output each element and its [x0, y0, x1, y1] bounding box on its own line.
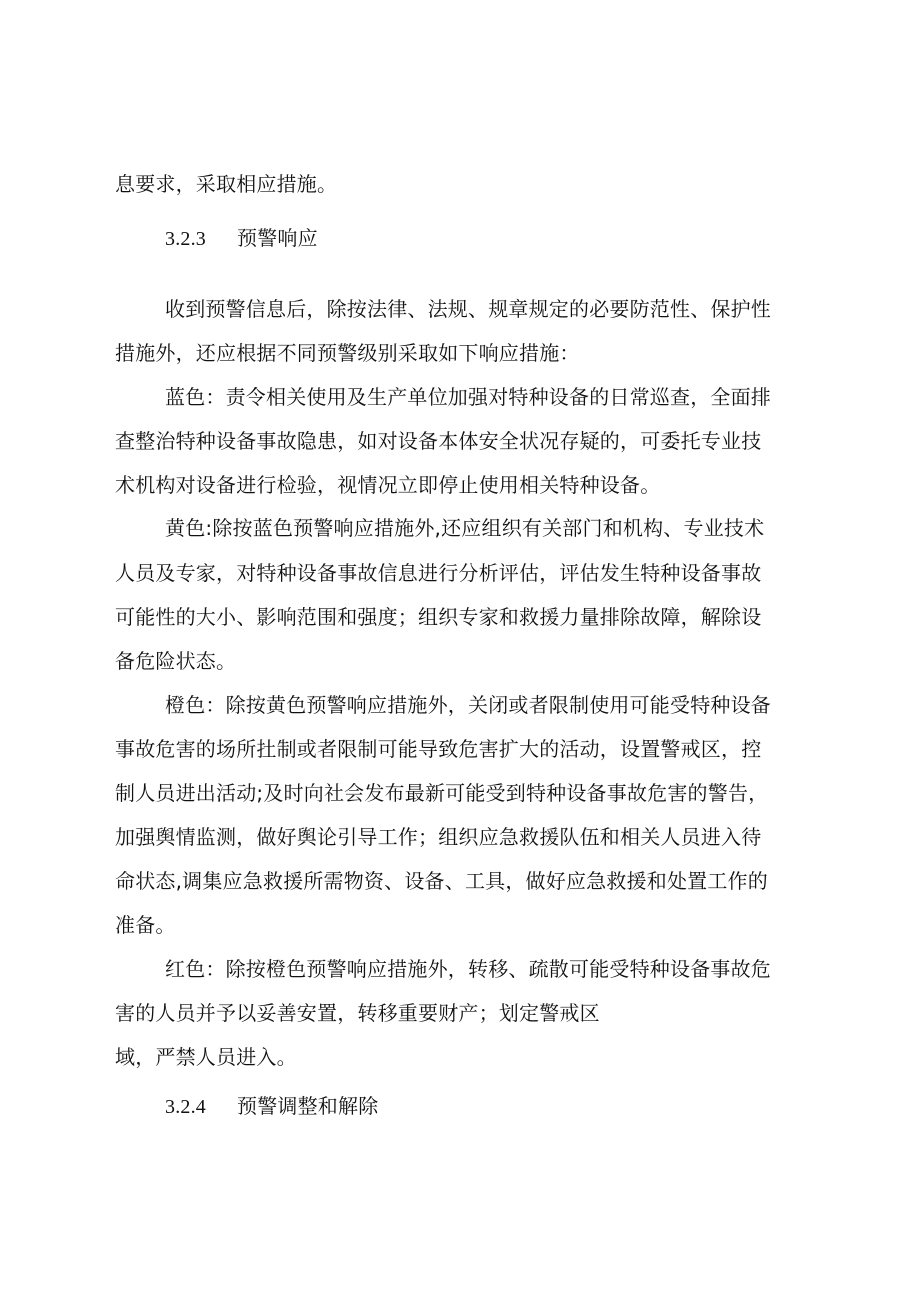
section-heading-3-2-3: [165, 226, 318, 251]
text-line: 收到预警信息后，除按法律、法规、规章规定的必要防范性、保护性: [165, 297, 771, 321]
text-line: 措施外，还应根据不同预警级别采取如下响应措施：: [115, 341, 580, 365]
text-line: 事故危害的场所扗制或者限制可能导致危害扩大的活动，设置警戒区，控: [115, 737, 762, 761]
text-line: 害的人员并予以妥善安置，转移重要财产；划定警戒区: [115, 1001, 600, 1025]
text-line: 准备。: [115, 913, 176, 937]
text-line: 息要求，采取相应措施。: [115, 172, 338, 196]
section-number: 3.2.3: [165, 228, 206, 250]
text-line: 域，严禁人员进入。: [115, 1045, 297, 1069]
text-line: 备危险状态。: [115, 649, 237, 673]
text-line: 橙色：除按黄色预警响应措施外，关闭或者限制使用可能受特种设备: [165, 693, 771, 717]
text-line: 命状态,调集应急救援所需物资、设备、工具，做好应急救援和处置工作的: [115, 869, 768, 893]
text-line: 蓝色：责令相关使用及生产单位加强对特种设备的日常巡查，全面排: [165, 385, 771, 409]
section-heading-3-2-4: [165, 1094, 378, 1119]
section-title: 预警响应: [237, 226, 318, 250]
text-line: 可能性的大小、影响范围和强度；组织专家和救援力量排除故障，解除设: [115, 605, 762, 629]
text-line: 制人员进出活动;及时向社会发布最新可能受到特种设备事故危害的警告，: [115, 781, 769, 805]
text-line: 查整治特种设备事故隐患，如对设备本体安全状况存疑的，可委托专业技: [115, 429, 762, 453]
text-line: 人员及专家，对特种设备事故信息进行分析评估，评估发生特种设备事故: [115, 561, 762, 585]
text-line: 红色：除按橙色预警响应措施外，转移、疏散可能受特种设备事故危: [165, 957, 771, 981]
text-line: 术机构对设备进行检验，视情况立即停止使用相关特种设备。: [115, 473, 661, 497]
text-line: 加强舆情监测，做好舆论引导工作；组织应急救援队伍和相关人员进入待: [115, 825, 762, 849]
section-title: 预警调整和解除: [237, 1094, 379, 1118]
text-line: 黄色:除按蓝色预警响应措施外,还应组织有关部门和机构、专业技术: [165, 516, 765, 540]
section-number: 3.2.4: [165, 1096, 206, 1118]
